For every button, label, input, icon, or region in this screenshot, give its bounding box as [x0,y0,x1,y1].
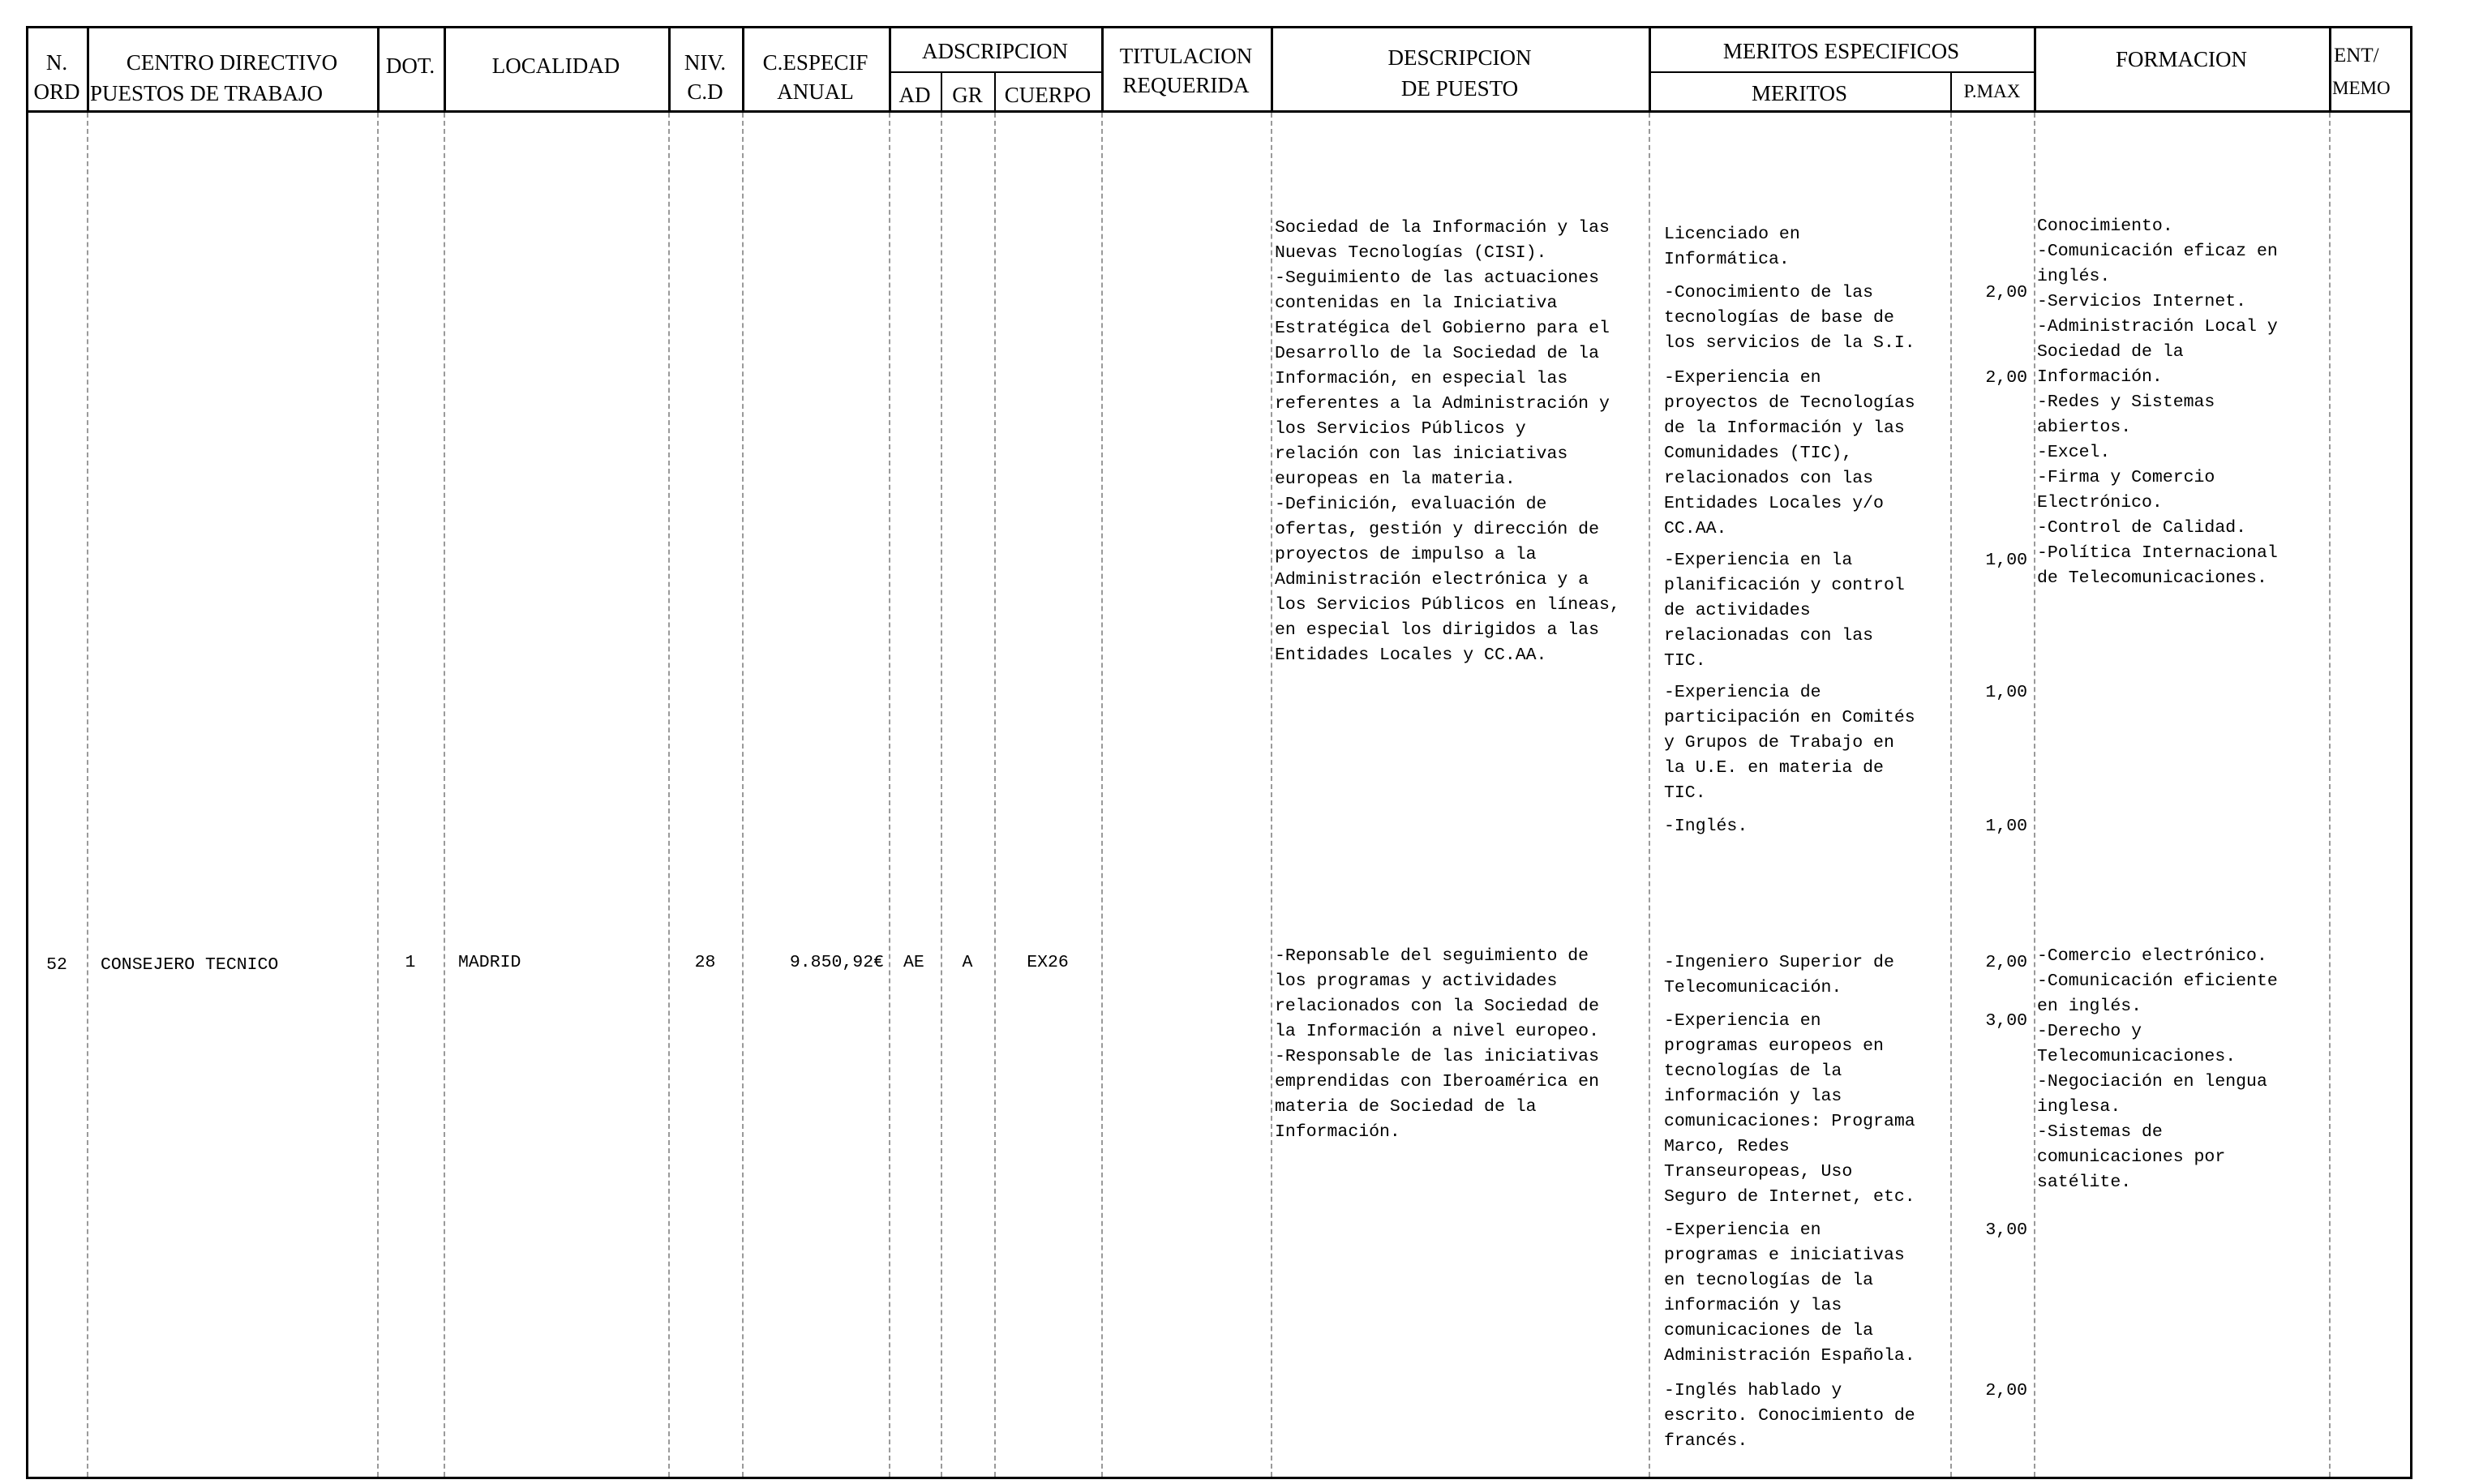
header-ent: ENT/ [2334,45,2379,66]
column-divider [1271,113,1272,1477]
header-pmax: P.MAX [1963,81,2021,101]
table-bottom-border [27,1477,2412,1479]
header-formacion: FORMACION [2115,47,2248,71]
header-localidad: LOCALIDAD [491,54,620,78]
row-descripcion: Sociedad de la Información y las Nuevas Tecnologías (CISI). -Seguimiento de las actuaciones contenidas en la Iniciativa Estratégica del Gobierno para el Desarrollo de la Sociedad de la Información, en especial las referentes a la Administración y los Servicios Públicos y relación con las iniciativas europeas en la materia. -Definición, evaluación de ofertas, gestión y dirección de proyectos de impulso a la Administración electrónica y a los Servicios Públicos en líneas, en especial los dirigidos a las Entidades Locales y CC.AA. [1275,218,1620,665]
row-n-ord: 52 [46,955,67,975]
merito-text: -Experiencia de participación en Comités y Grupos de Trabajo en la U.E. en materia de TIC. [1664,683,1915,803]
row-dot: 1 [405,953,416,972]
header-top-border [27,26,2412,28]
merito-text: -Inglés hablado y escrito. Conocimiento de francés. [1664,1381,1915,1451]
column-divider [1950,113,1952,1477]
merito-pmax: 1,00 [1985,683,2027,702]
header-niv: NIV. [684,50,727,75]
merito-text: -Experiencia en proyectos de Tecnologías de la Información y las Comunidades (TIC), relacionados con las Entidades Locales y/o CC.AA. [1664,368,1915,538]
row-formacion: Conocimiento. -Comunicación eficaz en inglés. -Servicios Internet. -Administración Local y Sociedad de la Información. -Redes y Sistemas abiertos. -Excel. -Firma y Comercio Electrónico. -Control de Calidad. -Política Internacional de Telecomunicaciones. [2037,217,2278,588]
header-cuerpo: CUERPO [1004,83,1091,107]
merito-text: Licenciado en Informática. [1664,225,1800,269]
row-localidad: MADRID [458,953,521,972]
header-memo: MEMO [2332,78,2391,98]
header-titulacion: TITULACION [1119,44,1253,68]
column-divider [1649,113,1650,1477]
header-descripcion: DESCRIPCION [1387,45,1532,70]
merito-pmax: 2,00 [1985,368,2027,388]
column-divider [941,113,942,1477]
header-requerida: REQUERIDA [1122,73,1250,97]
header-dot: DOT. [385,54,435,78]
column-divider [742,113,744,1477]
header-de-puesto: DE PUESTO [1400,76,1519,101]
table-right-border [2410,26,2412,1479]
header-meritos: MERITOS [1751,81,1848,105]
merito-pmax: 2,00 [1985,953,2027,972]
column-divider [994,113,996,1477]
header-column-divider [1101,26,1104,113]
column-divider [2034,113,2035,1477]
row-niv: 28 [694,953,716,972]
merito-pmax: 2,00 [1985,1381,2027,1400]
merito-text: -Experiencia en la planificación y control de actividades relacionadas con las TIC. [1664,551,1905,671]
header-ad: AD [898,83,931,107]
header-n-ord-2: ORD [33,79,80,104]
merito-pmax: 3,00 [1985,1011,2027,1031]
header-anual: ANUAL [777,79,854,104]
merito-pmax: 2,00 [1985,283,2027,302]
column-divider [2329,113,2331,1477]
merito-pmax: 1,00 [1985,817,2027,836]
merito-text: -Inglés. [1664,817,1748,836]
row-ad: AE [903,953,924,972]
table-left-border [26,26,28,1479]
column-divider [377,113,379,1477]
row-gr: A [962,953,973,972]
header-bottom-border [27,110,2412,113]
column-divider [87,113,88,1477]
meritos-divider [1649,71,2034,73]
row-descripcion: -Reponsable del seguimiento de los programas y actividades relacionados con la Sociedad de la Información a nivel europeo. -Responsable de las iniciativas emprendidas con Iberoamérica en materia de Sociedad de la Información. [1275,946,1599,1142]
header-cd: C.D [687,79,723,104]
merito-text: -Conocimiento de las tecnologías de base de los servicios de la S.I. [1664,283,1915,353]
row-formacion: -Comercio electrónico. -Comunicación eficiente en inglés. -Derecho y Telecomunicaciones. -Negociación en lengua inglesa. -Sistemas de comunicaciones por satélite. [2037,946,2278,1192]
merito-text: -Experiencia en programas europeos en tecnologías de la información y las comunicaciones: Programa Marco, Redes Transeuropeas, Uso Seguro de Internet, etc. [1664,1011,1915,1207]
header-puestos: PUESTOS DE TRABAJO [90,81,324,105]
header-n-ord: N. [45,50,68,75]
header-meritos-especificos: MERITOS ESPECIFICOS [1722,39,1960,63]
merito-pmax: 1,00 [1985,551,2027,570]
header-c-especif: C.ESPECIF [762,50,868,75]
header-gr: GR [952,83,983,107]
merito-text: -Experiencia en programas e iniciativas en tecnologías de la información y las comunicaciones de la Administración Española. [1664,1220,1915,1366]
column-divider [889,113,890,1477]
column-divider [1101,113,1103,1477]
row-puesto: CONSEJERO TECNICO [101,955,279,975]
row-c-especif: 9.850,92€ [789,953,884,972]
header-adscripcion: ADSCRIPCION [921,39,1069,63]
column-divider [444,113,445,1477]
merito-text: -Ingeniero Superior de Telecomunicación. [1664,953,1894,997]
merito-pmax: 3,00 [1985,1220,2027,1240]
column-divider [668,113,670,1477]
row-cuerpo: EX26 [1027,953,1069,972]
header-centro: CENTRO DIRECTIVO [126,50,338,75]
